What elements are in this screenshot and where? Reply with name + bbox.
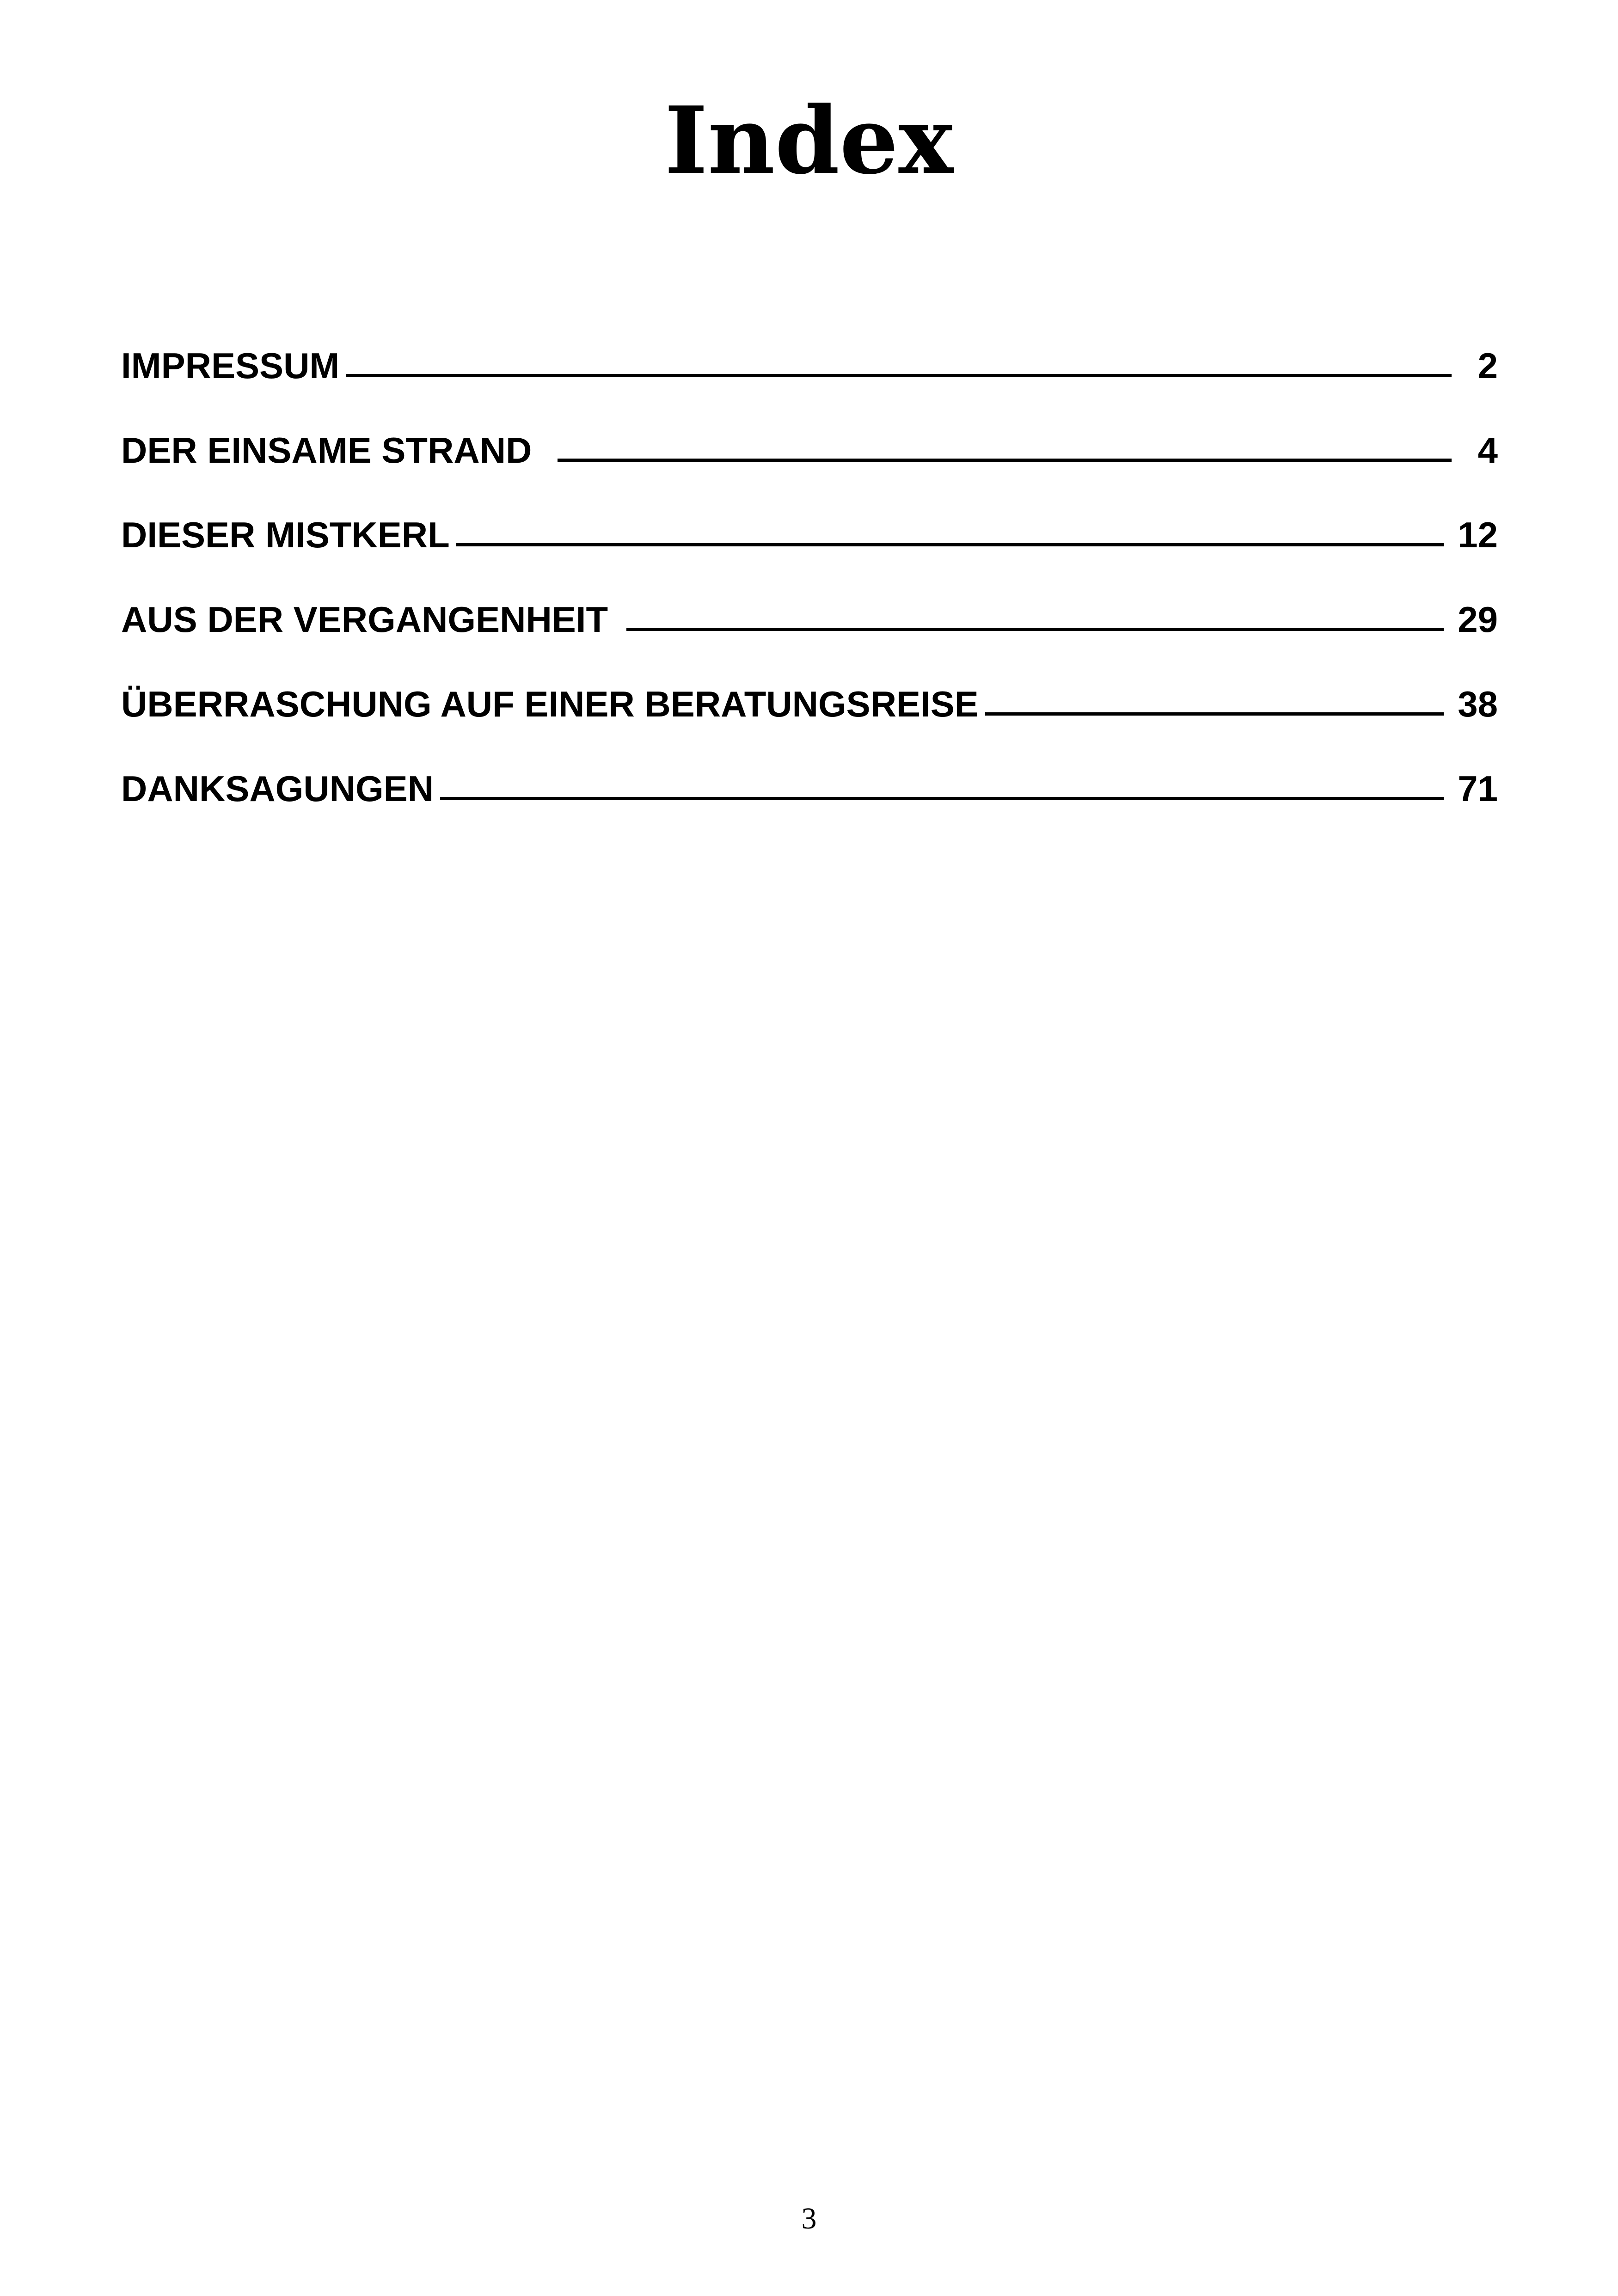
page-title: Index [664,86,954,195]
toc-leader-line [985,712,1444,716]
toc-entry-der-einsame-strand[interactable] [121,408,1498,493]
toc-leader-line [626,628,1444,631]
toc-entry-page: 29 [1458,599,1498,640]
toc-entry-danksagungen[interactable] [121,747,1498,831]
toc-leader-line [558,459,1452,462]
toc-entry-label: ÜBERRASCHUNG AUF EINER BERATUNGSREISE [121,684,979,724]
toc-leader-line [456,543,1444,546]
toc-leader-line [440,797,1444,800]
toc-entry-dieser-mistkerl[interactable] [121,493,1498,577]
toc-entry-label: IMPRESSUM [121,345,340,386]
toc-entry-impressum[interactable] [121,324,1498,408]
toc-entry-label: AUS DER VERGANGENHEIT [121,599,608,640]
toc-entry-label: DIESER MISTKERL [121,514,450,555]
toc-entry-ueberraschung-auf-einer-beratungsreise[interactable] [121,662,1498,747]
toc-entry-aus-der-vergangenheit[interactable] [121,577,1498,662]
table-of-contents [121,324,1498,831]
toc-entry-page: 71 [1458,768,1498,809]
toc-entry-page: 4 [1477,430,1498,471]
toc-entry-label: DER EINSAME STRAND [121,430,532,471]
toc-entry-label: DANKSAGUNGEN [121,768,434,809]
toc-entry-page: 38 [1458,684,1498,724]
page-number: 3 [801,2202,817,2235]
toc-entry-page: 2 [1477,345,1498,386]
toc-entry-page: 12 [1458,514,1498,555]
toc-leader-line [346,374,1452,377]
